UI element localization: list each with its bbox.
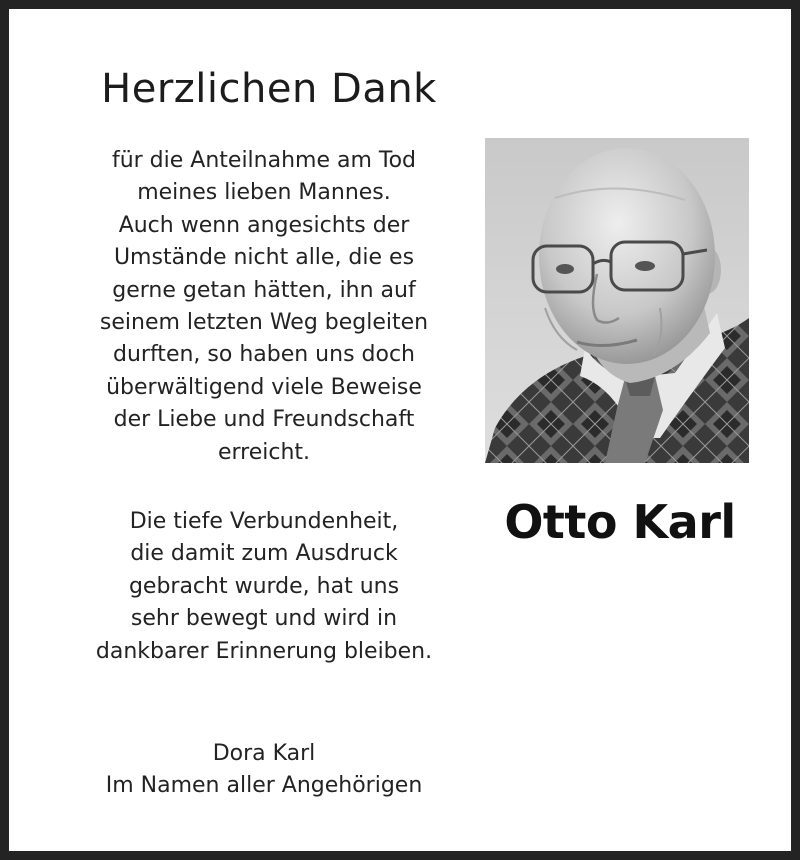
gratitude-paragraph (64, 506, 464, 668)
text-line: durften, so haben uns doch (113, 342, 415, 368)
text-line: meines lieben Mannes. (137, 180, 391, 206)
text-line: erreicht. (217, 439, 311, 465)
text-line: sehr bewegt und wird in (130, 606, 398, 632)
notice-title: Herzlichen Dank (101, 66, 437, 112)
portrait-photo (485, 138, 749, 463)
text-line: Auch wenn angesichts der (118, 212, 410, 238)
text-line: Die tiefe Verbundenheit, (129, 509, 399, 534)
text-line: seinem letzten Weg begleiten (99, 310, 429, 336)
text-line: gebracht wurde, hat uns (128, 573, 400, 599)
text-line: für die Anteilnahme am Tod (111, 148, 417, 173)
signer-name: Dora Karl (212, 741, 316, 766)
deceased-name: Otto Karl (504, 495, 736, 549)
text-line: der Liebe und Freundschaft (113, 407, 415, 433)
text-line: dankbarer Erinnerung bleiben. (95, 638, 433, 664)
portrait-illustration (485, 138, 749, 463)
text-line: die damit zum Ausdruck (130, 541, 398, 567)
text-line: gerne getan hätten, ihn auf (112, 277, 416, 303)
text-line: Umstände nicht alle, die es (113, 245, 415, 271)
text-line: überwältigend viele Beweise (106, 374, 422, 400)
thanks-paragraph (64, 145, 464, 469)
signer-note: Im Namen aller Angehörigen (105, 773, 423, 799)
signature-block (64, 738, 464, 803)
